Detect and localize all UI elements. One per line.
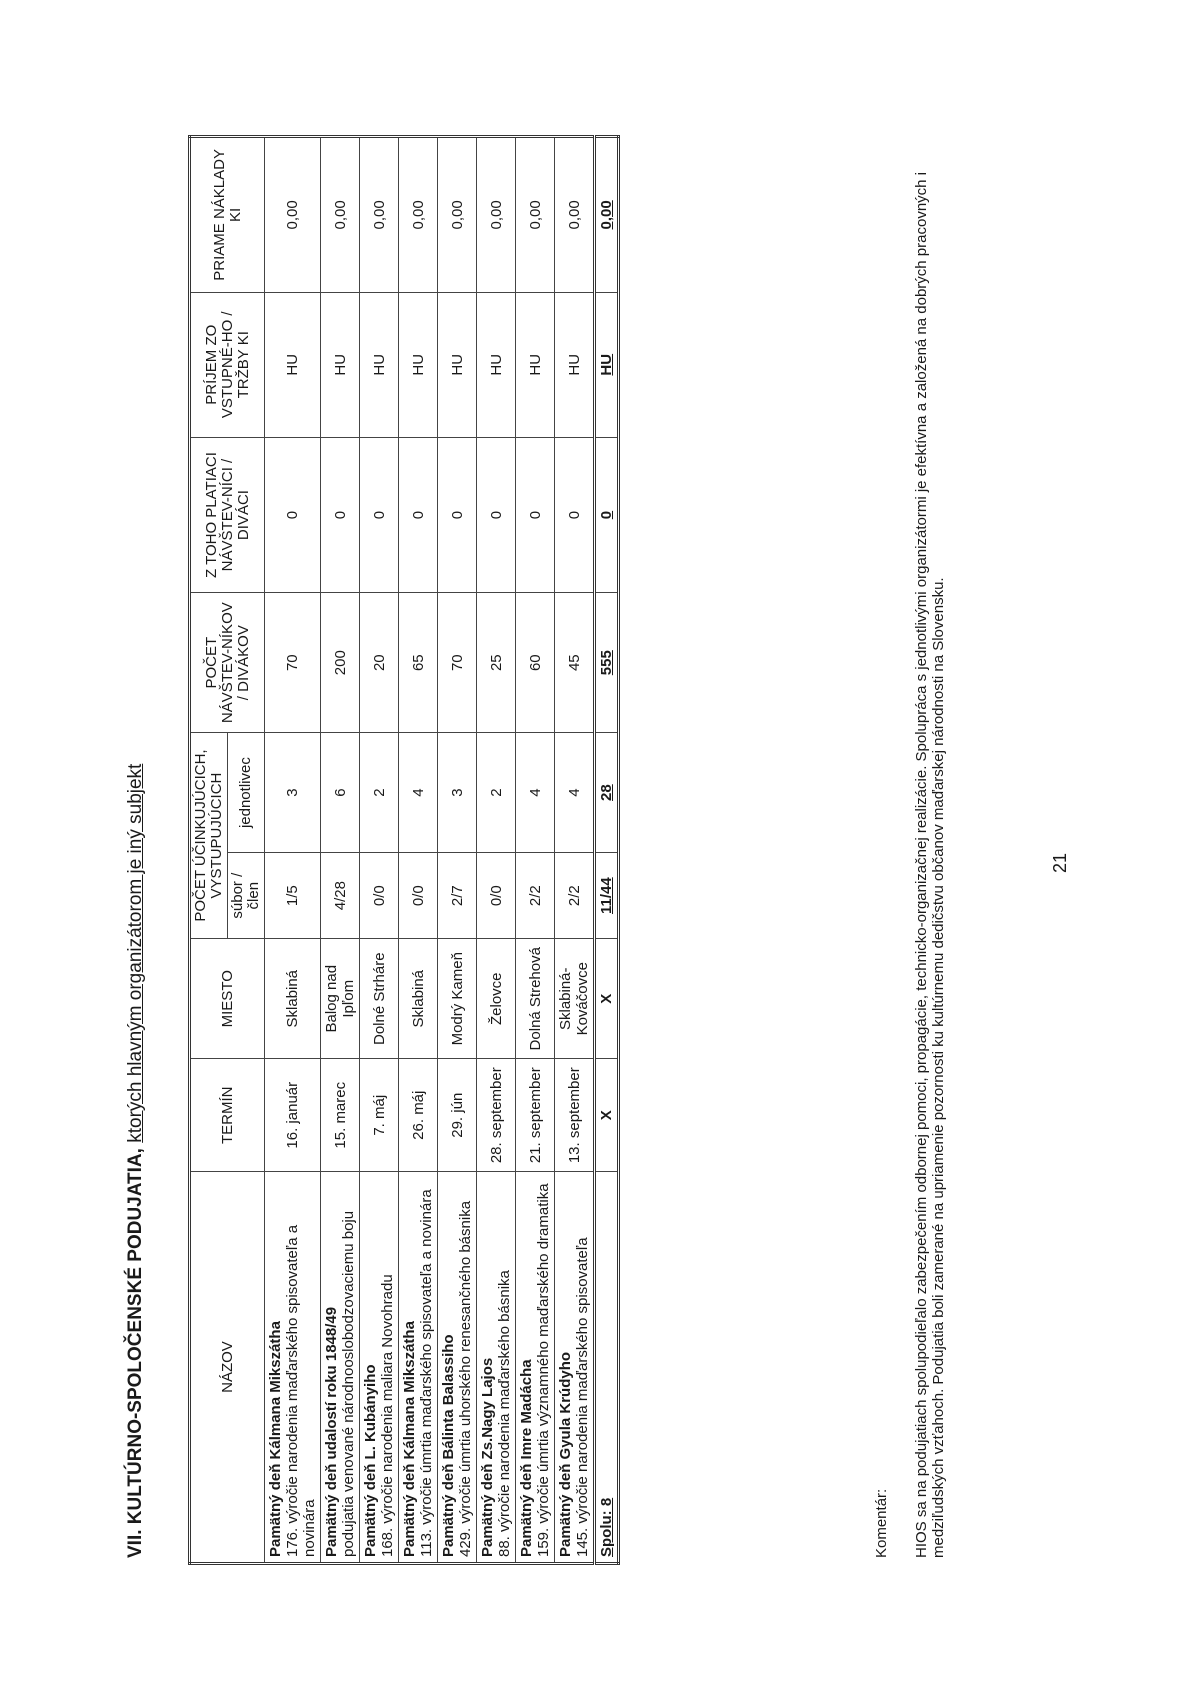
event-description: 145. výročie narodenia maďarského spisovateľa (574, 1237, 591, 1557)
cell-miesto: Balog nad Ipľom (321, 939, 360, 1059)
cell-naklady: 0,00 (477, 137, 516, 293)
cell-naklady: 0,00 (438, 137, 477, 293)
header-pocet-navstevnikov: POČET NÁVŠTEV-NÍKOV / DIVÁKOV (190, 593, 265, 733)
event-description: 176. výročie narodenia maďarského spisovateľa a novinára (284, 1224, 318, 1557)
cell-naklady: 0,00 (265, 137, 321, 293)
cell-prijem: HU (360, 292, 399, 437)
row-name-cell (555, 1172, 595, 1564)
cell-termin: 16. január (265, 1059, 321, 1172)
cell-subor: 2/2 (555, 853, 595, 939)
header-termin: TERMÍN (190, 1059, 265, 1172)
cell-miesto: Dolná Strehová (516, 939, 555, 1059)
cell-naklady: 0,00 (555, 137, 595, 293)
cell-navstevnici: 200 (321, 593, 360, 733)
row-name-cell (477, 1172, 516, 1564)
table-body (265, 137, 595, 1564)
cell-platiaci: 0 (360, 437, 399, 593)
cell-subor: 4/28 (321, 853, 360, 939)
cell-termin: 26. máj (399, 1059, 438, 1172)
total-naklady: 0,00 (595, 137, 619, 293)
cell-subor: 0/0 (399, 853, 438, 939)
cell-jednotlivec: 4 (399, 732, 438, 852)
cell-navstevnici: 20 (360, 593, 399, 733)
cell-jednotlivec: 3 (265, 732, 321, 852)
cell-platiaci: 0 (399, 437, 438, 593)
cell-navstevnici: 65 (399, 593, 438, 733)
cell-jednotlivec: 2 (360, 732, 399, 852)
event-description: podujatia venované národnooslobodzovaciemu boju (340, 1210, 357, 1557)
cell-prijem: HU (265, 292, 321, 437)
total-jednotlivec: 28 (595, 732, 619, 852)
cell-jednotlivec: 2 (477, 732, 516, 852)
cell-jednotlivec: 4 (555, 732, 595, 852)
cell-miesto: Modrý Kameň (438, 939, 477, 1059)
row-name-cell (438, 1172, 477, 1564)
section-title (125, 764, 147, 1558)
cell-miesto: Želovce (477, 939, 516, 1059)
table-row (265, 137, 321, 1564)
event-description: 168. výročie narodenia maliara Novohradu (379, 1274, 396, 1557)
cell-prijem: HU (438, 292, 477, 437)
header-jednotlivec: jednotlivec (228, 732, 265, 852)
event-name: Pamätný deň Kálmana Mikszátha (267, 1321, 284, 1557)
cell-jednotlivec: 3 (438, 732, 477, 852)
cell-navstevnici: 70 (265, 593, 321, 733)
cell-navstevnici: 25 (477, 593, 516, 733)
cell-naklady: 0,00 (399, 137, 438, 293)
header-miesto: MIESTO (190, 939, 265, 1059)
cell-platiaci: 0 (321, 437, 360, 593)
row-name-cell (265, 1172, 321, 1564)
cell-subor: 0/0 (360, 853, 399, 939)
header-priame-naklady: PRIAME NÁKLADY KI (190, 137, 265, 293)
total-platiaci: 0 (595, 437, 619, 593)
cell-subor: 2/7 (438, 853, 477, 939)
header-pocet-ucinkujucich: POČET ÚČINKUJÚCICH, VYSTUPUJÚCICH (190, 732, 228, 938)
cell-prijem: HU (555, 292, 595, 437)
cell-subor: 0/0 (477, 853, 516, 939)
cell-prijem: HU (321, 292, 360, 437)
table-row (399, 137, 438, 1564)
cell-navstevnici: 70 (438, 593, 477, 733)
total-termin: X (595, 1059, 619, 1172)
table-row (555, 137, 595, 1564)
total-subor: 11/44 (595, 853, 619, 939)
page-number: 21 (1050, 852, 1070, 873)
cell-subor: 2/2 (516, 853, 555, 939)
row-name-cell (516, 1172, 555, 1564)
event-name: Pamätný deň Imre Madácha (518, 1359, 535, 1557)
row-name-cell (399, 1172, 438, 1564)
event-name: Pamätný deň Kálmana Mikszátha (401, 1321, 418, 1557)
table-row (516, 137, 555, 1564)
table-row (438, 137, 477, 1564)
cell-termin: 29. jún (438, 1059, 477, 1172)
cell-jednotlivec: 4 (516, 732, 555, 852)
cell-miesto: Dolné Strháre (360, 939, 399, 1059)
total-miesto: X (595, 939, 619, 1059)
section-title-underlined: ktorých hlavným organizátorom je iný subjekt (125, 763, 146, 1143)
header-nazov: NÁZOV (190, 1172, 265, 1564)
cell-termin: 13. september (555, 1059, 595, 1172)
cell-jednotlivec: 6 (321, 732, 360, 852)
row-name-cell (360, 1172, 399, 1564)
cell-naklady: 0,00 (516, 137, 555, 293)
event-description: 88. výročie narodenia maďarského básnika (496, 1270, 513, 1557)
table-total-row (595, 137, 619, 1564)
cell-platiaci: 0 (265, 437, 321, 593)
header-z-toho-platiaci: Z TOHO PLATIACI NÁVŠTEV-NÍCI / DIVÁCI (190, 437, 265, 593)
cell-miesto: Sklabiná-Kováčovce (555, 939, 595, 1059)
event-description: 113. výročie úmrtia maďarského spisovateľa a novinára (418, 1189, 435, 1557)
cell-naklady: 0,00 (321, 137, 360, 293)
event-name: Pamätný deň Bálinta Balassiho (440, 1334, 457, 1557)
header-subor-clen: súbor / člen (228, 853, 265, 939)
cell-prijem: HU (516, 292, 555, 437)
comment-label: Komentár: (873, 1488, 890, 1558)
comment-text: HIOS sa na podujatiach spolupodieľalo zabezpečením odbornej pomoci, propagácie, technicko-organizačnej realizácie. Spolupráca s jednotlivými organizátormi je efektívna a založená na dobrých pracovných i medziľudských vzťahoch. Podujatia boli zamerané na upriamenie pozornosti ku kultúrnemu dedičstvu občanov maďarskej národnosti na Slovensku. (913, 171, 947, 1558)
cell-platiaci: 0 (516, 437, 555, 593)
total-name: Spolu: 8 (595, 1172, 619, 1564)
event-name: Pamätný deň Zs.Nagy Lajos (479, 1357, 496, 1557)
table-row (321, 137, 360, 1564)
cell-naklady: 0,00 (360, 137, 399, 293)
cell-navstevnici: 60 (516, 593, 555, 733)
events-table (188, 135, 620, 1565)
cell-miesto: Sklabiná (399, 939, 438, 1059)
cell-subor: 1/5 (265, 853, 321, 939)
cell-termin: 28. september (477, 1059, 516, 1172)
total-navstevnici: 555 (595, 593, 619, 733)
cell-termin: 15. marec (321, 1059, 360, 1172)
event-description: 429. výročie úmrtia uhorského renesančného básnika (457, 1200, 474, 1557)
event-name: Pamätný deň udalostí roku 1848/49 (323, 1306, 340, 1557)
total-prijem: HU (595, 292, 619, 437)
event-name: Pamätný deň Gyula Krúdyho (557, 1351, 574, 1557)
cell-prijem: HU (477, 292, 516, 437)
section-title-bold: VII. KULTÚRNO-SPOLOČENSKÉ PODUJATIA, (125, 1148, 146, 1558)
row-name-cell (321, 1172, 360, 1564)
cell-platiaci: 0 (477, 437, 516, 593)
event-name: Pamätný deň L. Kubányiho (362, 1364, 379, 1557)
table-row (360, 137, 399, 1564)
cell-prijem: HU (399, 292, 438, 437)
cell-platiaci: 0 (438, 437, 477, 593)
header-prijem: PRÍJEM ZO VSTUPNÉ-HO / TRŽBY KI (190, 292, 265, 437)
event-description: 159. výročie úmrtia významného maďarského dramatika (535, 1183, 552, 1557)
cell-navstevnici: 45 (555, 593, 595, 733)
table-row (477, 137, 516, 1564)
cell-termin: 21. september (516, 1059, 555, 1172)
cell-miesto: Sklabiná (265, 939, 321, 1059)
cell-termin: 7. máj (360, 1059, 399, 1172)
cell-platiaci: 0 (555, 437, 595, 593)
